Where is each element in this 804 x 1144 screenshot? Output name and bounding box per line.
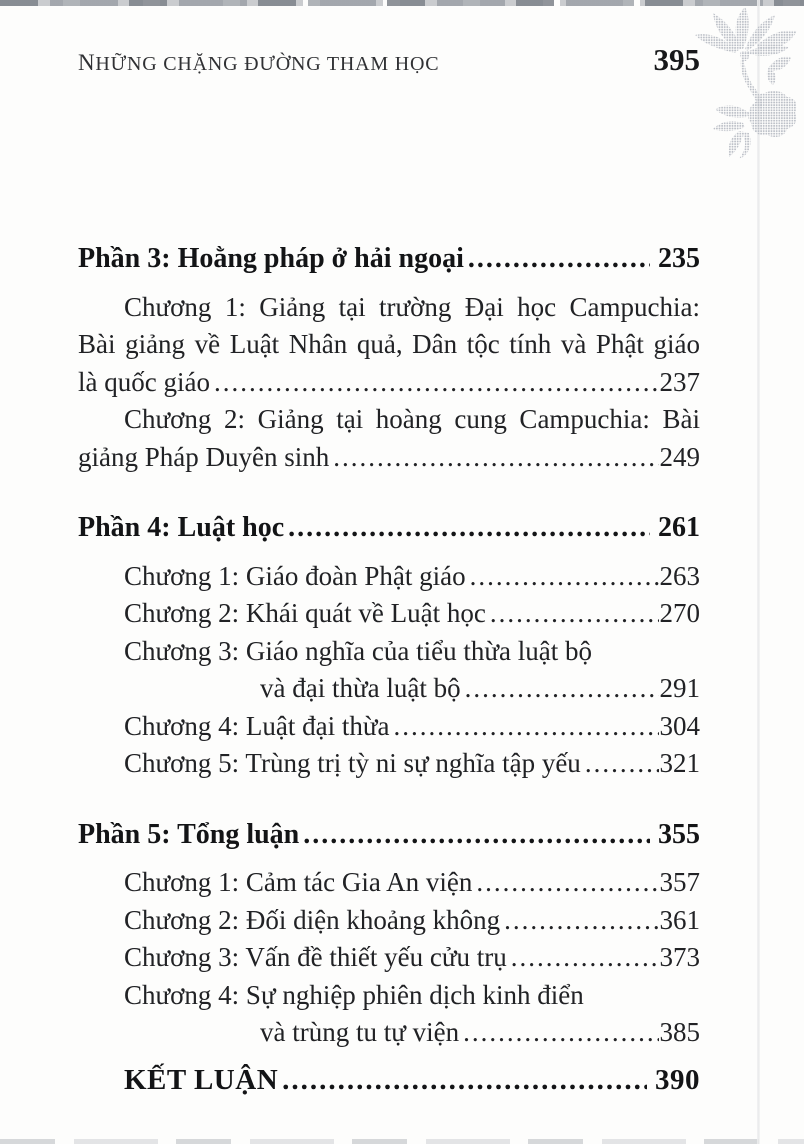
toc-entry-text: Chương 5: Trùng trị tỳ ni sự nghĩa tập yếu — [124, 748, 581, 778]
toc-page-number: 270 — [659, 598, 700, 628]
toc-page-number: 357 — [659, 867, 700, 897]
toc-entry-text: Chương 3: Giáo nghĩa của tiểu thừa luật bộ — [124, 635, 592, 666]
dot-leader — [468, 240, 650, 278]
toc-page-number: 263 — [659, 560, 700, 591]
toc-entry-text: Chương 4: Luật đại thừa — [124, 710, 390, 741]
dot-leader — [476, 864, 658, 902]
toc-line — [78, 326, 700, 364]
toc-page-number: 373 — [659, 942, 700, 972]
toc-line — [78, 864, 700, 902]
toc-entry-text: và đại thừa luật bộ — [260, 673, 461, 703]
toc-entry-text: Chương 2: Giảng tại hoàng cung Campuchia: Bài — [124, 404, 700, 434]
toc-page-number: 355 — [658, 818, 700, 850]
dot-leader — [214, 364, 659, 402]
toc-line — [78, 816, 700, 854]
toc-line — [78, 708, 700, 746]
scan-artifact-bottom — [0, 1139, 804, 1144]
toc-line — [78, 939, 700, 977]
dot-leader — [333, 439, 658, 477]
toc-entry-text: Chương 1: Giáo đoàn Phật giáo — [124, 560, 466, 591]
toc-line — [78, 240, 700, 278]
toc-line — [78, 439, 700, 477]
toc-line — [78, 289, 700, 327]
toc-entry-text: KẾT LUẬN — [124, 1063, 279, 1096]
toc-line — [78, 558, 700, 596]
toc-entry-text: Chương 4: Sự nghiệp phiên dịch kinh điển — [124, 979, 584, 1010]
scan-artifact-top — [0, 0, 804, 6]
toc-line — [78, 902, 700, 940]
dot-leader — [288, 509, 650, 547]
toc-page-number: 390 — [655, 1063, 700, 1096]
page-number: 395 — [653, 42, 700, 77]
toc-line — [78, 509, 700, 547]
toc-entry-text: Chương 3: Vấn đề thiết yếu cửu trụ — [124, 942, 507, 972]
page-edge-line — [757, 0, 760, 1144]
toc-entry-text: Chương 2: Đối diện khoảng không — [124, 904, 501, 935]
toc-entry-text: Phần 3: Hoằng pháp ở hải ngoại — [78, 243, 464, 274]
running-header-title: NHỮNG CHẶNG ĐƯỜNG THAM HỌC — [78, 50, 440, 75]
dot-leader — [394, 708, 659, 746]
dot-leader — [465, 670, 659, 708]
toc-entry-text: Phần 5: Tổng luận — [78, 818, 300, 850]
dot-leader — [504, 902, 658, 940]
toc-line — [78, 401, 700, 439]
toc-entry-text: Chương 2: Khái quát về Luật học — [124, 598, 486, 628]
toc-line — [78, 977, 700, 1015]
toc-entry-text: Bài giảng về Luật Nhân quả, Dân tộc tính và Phật giáo — [78, 329, 700, 359]
toc-page-number: 261 — [658, 512, 700, 543]
toc-entry-text: Chương 1: Cảm tác Gia An viện — [124, 867, 473, 897]
dot-leader — [282, 1062, 647, 1100]
toc-page-number: 235 — [658, 243, 700, 274]
toc-line — [78, 595, 700, 633]
toc-line — [78, 1062, 700, 1100]
dot-leader — [470, 558, 659, 596]
toc-entry-text: giảng Pháp Duyên sinh — [78, 441, 330, 472]
table-of-contents — [78, 240, 700, 1099]
toc-page-number: 304 — [659, 710, 700, 741]
dot-leader — [490, 595, 659, 633]
dot-leader — [585, 745, 659, 783]
floral-ornament-icon — [687, 5, 802, 160]
toc-entry-text: là quốc giáo — [78, 366, 210, 397]
toc-entry-text: Phần 4: Luật học — [78, 512, 285, 543]
toc-line — [78, 1014, 700, 1052]
toc-page-number: 237 — [659, 366, 700, 397]
toc-line — [78, 633, 700, 671]
toc-line — [78, 364, 700, 402]
toc-line — [78, 670, 700, 708]
dot-leader — [463, 1014, 658, 1052]
toc-page-number: 291 — [659, 673, 700, 703]
dot-leader — [511, 939, 659, 977]
toc-line — [78, 745, 700, 783]
dot-leader — [303, 816, 650, 854]
toc-page-number: 361 — [659, 904, 700, 935]
toc-entry-text: Chương 1: Giảng tại trường Đại học Campuchia: — [124, 291, 700, 322]
toc-entry-text: và trùng tu tự viện — [260, 1017, 460, 1047]
toc-page-number: 385 — [659, 1017, 700, 1047]
toc-page-number: 321 — [659, 748, 700, 778]
toc-page-number: 249 — [659, 441, 700, 472]
running-header — [78, 42, 700, 78]
